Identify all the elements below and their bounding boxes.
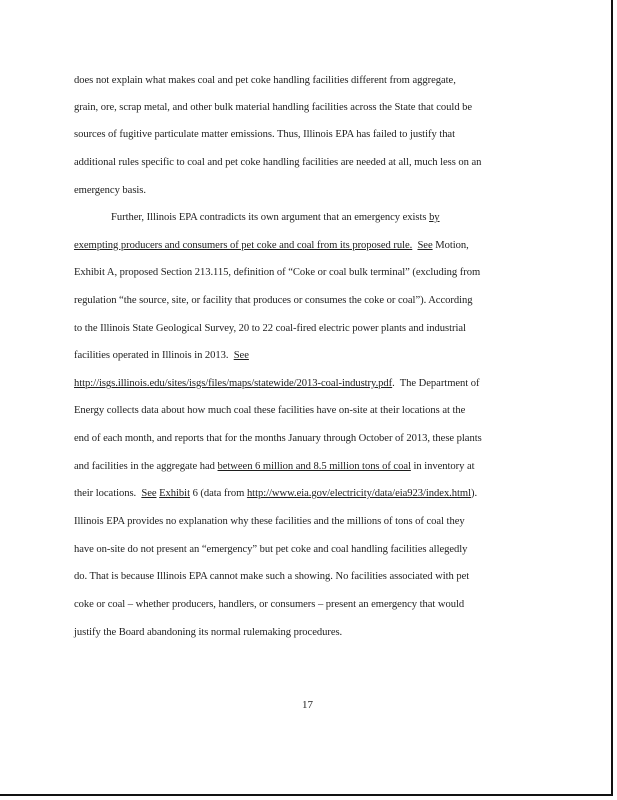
- text-line: [74, 239, 469, 252]
- text-line: do. That is because Illinois EPA cannot make such a showing. No facilities associated with pet: [74, 571, 470, 582]
- text-run: ).: [471, 488, 478, 499]
- text-run: in inventory at: [410, 461, 475, 472]
- text-line: Exhibit A, proposed Section 213.115, definition of “Coke or coal bulk terminal” (excluding from: [74, 267, 481, 278]
- page-edge-right: [611, 0, 613, 795]
- text-line: have on-site do not present an “emergency” but pet coke and coal handling facilities allegedly: [74, 544, 468, 555]
- text-line: Illinois EPA provides no explanation why these facilities and the millions of tons of coal they: [74, 516, 465, 527]
- text-line: emergency basis.: [74, 185, 146, 196]
- text-line: to the Illinois State Geological Survey, 20 to 22 coal-fired electric power plants and industrial: [74, 323, 466, 334]
- emphasis-underline: exempting producers and consumers of pet coke and coal from its proposed rule.: [74, 240, 413, 251]
- text-run: Motion,: [432, 240, 469, 251]
- text-line: additional rules specific to coal and pet coke handling facilities are needed at all, much less on an: [74, 157, 482, 168]
- text-line: regulation “the source, site, or facility that produces or consumes the coke or coal”). According: [74, 295, 473, 306]
- text-line: [74, 349, 249, 362]
- text-line: grain, ore, scrap metal, and other bulk material handling facilities across the State that could be: [74, 102, 473, 113]
- emphasis-underline: between 6 million and 8.5 million tons of coal: [217, 461, 411, 472]
- text-line: Energy collects data about how much coal these facilities have on-site at their locations at the: [74, 405, 466, 416]
- text-run: Further, Illinois EPA contradicts its own argument that an emergency exists: [111, 212, 430, 223]
- emphasis-underline: by: [429, 212, 440, 223]
- text-line: sources of fugitive particulate matter emissions. Thus, Illinois EPA has failed to justify that: [74, 129, 455, 140]
- text-line: [74, 377, 480, 390]
- text-run: 6 (data from: [189, 488, 247, 499]
- text-run: their locations.: [74, 488, 142, 499]
- page-number: 17: [302, 699, 313, 711]
- text-run: and facilities in the aggregate had: [74, 461, 218, 472]
- text-run: . The Department of: [392, 378, 480, 389]
- text-run: facilities operated in Illinois in 2013.: [74, 350, 234, 361]
- text-line: [111, 211, 440, 224]
- page-edge-bottom: [0, 794, 613, 796]
- text-line: coke or coal – whether producers, handlers, or consumers – present an emergency that would: [74, 599, 465, 610]
- text-line: end of each month, and reports that for the months January through October of 2013, these plants: [74, 433, 482, 444]
- citation-signal-see: See: [417, 240, 433, 251]
- text-line: does not explain what makes coal and pet coke handling facilities different from aggregate,: [74, 75, 456, 86]
- exhibit-reference: Exhibit: [159, 488, 190, 499]
- citation-signal-see: See: [141, 488, 157, 499]
- text-line: justify the Board abandoning its normal rulemaking procedures.: [74, 627, 343, 638]
- citation-signal-see: See: [233, 350, 249, 361]
- eia-data-link[interactable]: http://www.eia.gov/electricity/data/eia923/index.html: [246, 488, 472, 499]
- text-line: [74, 460, 475, 473]
- isgs-map-link[interactable]: http://isgs.illinois.edu/sites/isgs/files/maps/statewide/2013-coal-industry.pdf: [74, 378, 393, 389]
- text-line: [74, 487, 477, 500]
